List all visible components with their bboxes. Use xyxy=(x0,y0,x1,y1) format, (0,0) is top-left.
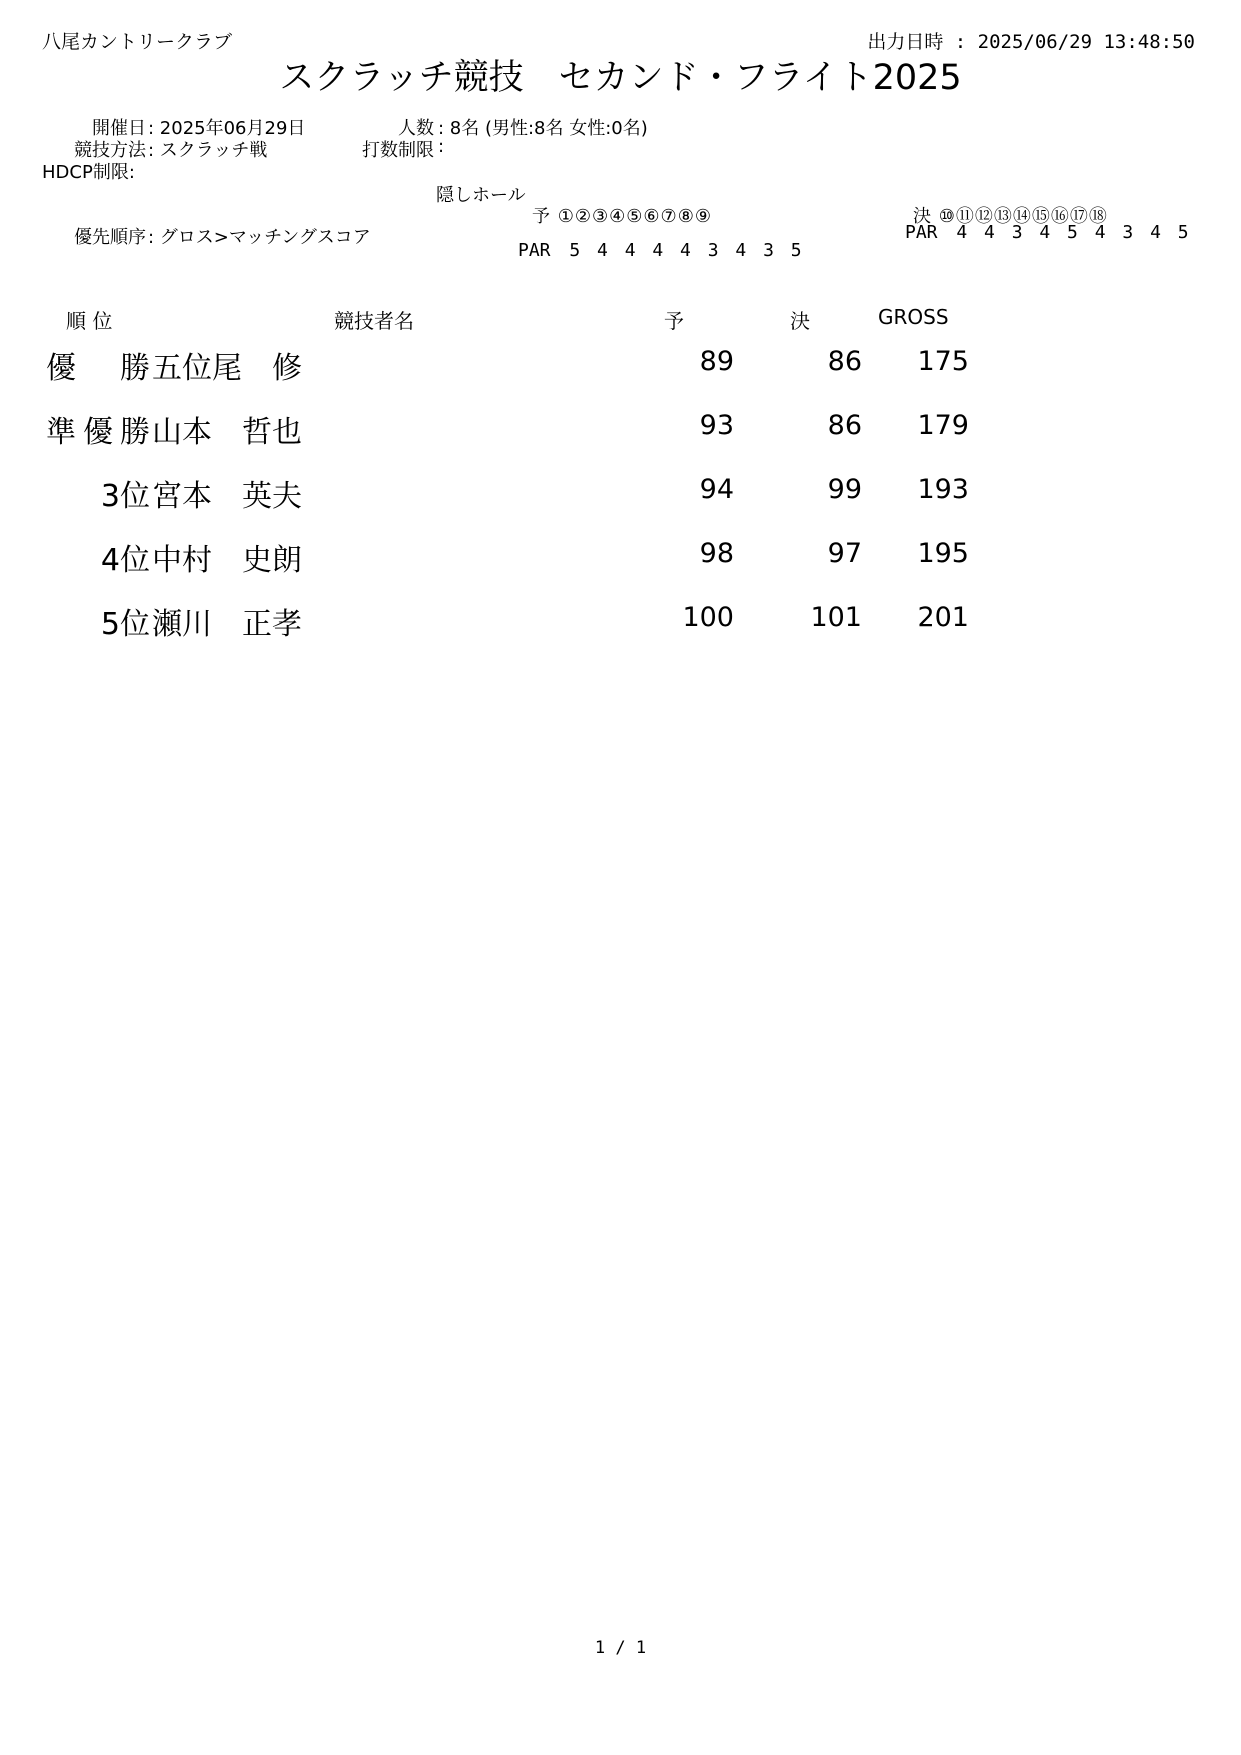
method-value: スクラッチ戦 xyxy=(159,140,268,161)
front-holes-row xyxy=(532,202,712,228)
table-row xyxy=(0,471,1241,521)
back-par-row xyxy=(905,222,1192,243)
player-name: 中村 史朗 xyxy=(152,543,302,578)
gross-score: 201 xyxy=(917,602,969,633)
back-label: 決 xyxy=(913,206,932,227)
rank-cell: 4位 xyxy=(100,543,150,578)
front-score: 94 xyxy=(699,474,734,505)
col-gross: GROSS xyxy=(878,305,949,329)
date-value: 2025年06月29日 xyxy=(159,118,306,139)
date-label: 開催日 xyxy=(92,118,146,139)
count-label: 人数 xyxy=(398,118,434,139)
back-holes: ⑩⑪⑫⑬⑭⑮⑯⑰⑱ xyxy=(938,206,1108,227)
rank-cell: 3位 xyxy=(100,479,150,514)
gross-score: 175 xyxy=(917,346,969,377)
front-score: 93 xyxy=(699,410,734,441)
front-par-label: PAR xyxy=(518,240,551,261)
stroke-limit-wrap: : xyxy=(438,136,450,157)
club-name: 八尾カントリークラブ xyxy=(42,31,233,53)
front-label: 予 xyxy=(532,206,551,227)
front-score: 100 xyxy=(682,602,734,633)
front-score: 89 xyxy=(699,346,734,377)
front-par-row xyxy=(518,240,805,261)
gross-score: 193 xyxy=(917,474,969,505)
gross-score: 195 xyxy=(917,538,969,569)
col-front: 予 xyxy=(664,309,684,333)
player-name: 五位尾 修 xyxy=(152,351,302,386)
player-name: 山本 哲也 xyxy=(152,415,302,450)
table-row xyxy=(0,535,1241,585)
printed-datetime: 出力日時 : 2025/06/29 13:48:50 xyxy=(867,31,1195,53)
rank-cell: 準優勝 xyxy=(46,415,150,450)
table-row xyxy=(0,407,1241,457)
back-par: 4 4 3 4 5 4 3 4 5 xyxy=(956,222,1192,243)
priority-value: グロス>マッチングスコア xyxy=(159,227,371,248)
priority-label: 優先順序 xyxy=(74,227,146,248)
date-value-wrap: : 2025年06月29日 xyxy=(148,118,306,139)
hdcp-label: HDCP制限: xyxy=(42,162,135,183)
priority-wrap: : グロス>マッチングスコア xyxy=(148,227,371,248)
back-score: 101 xyxy=(810,602,862,633)
stroke-limit-label: 打数制限 xyxy=(362,140,434,161)
back-par-label: PAR xyxy=(905,222,938,243)
front-score: 98 xyxy=(699,538,734,569)
count-value-wrap: : 8名 (男性:8名 女性:0名) xyxy=(438,118,648,139)
back-score: 99 xyxy=(827,474,862,505)
back-score: 86 xyxy=(827,346,862,377)
player-name: 宮本 英夫 xyxy=(152,479,302,514)
back-score: 97 xyxy=(827,538,862,569)
back-score: 86 xyxy=(827,410,862,441)
count-value: 8名 (男性:8名 女性:0名) xyxy=(449,118,648,139)
player-name: 瀬川 正孝 xyxy=(152,607,302,642)
page-title: スクラッチ競技 セカンド・フライト2025 xyxy=(279,58,962,98)
gross-score: 179 xyxy=(917,410,969,441)
rank-cell: 5位 xyxy=(100,607,150,642)
col-back: 決 xyxy=(790,309,810,333)
page-number: 1 / 1 xyxy=(594,1638,647,1658)
method-label: 競技方法 xyxy=(74,140,146,161)
col-name: 競技者名 xyxy=(334,309,414,333)
table-row xyxy=(0,599,1241,649)
front-par: 5 4 4 4 4 3 4 3 5 xyxy=(569,240,805,261)
col-rank: 順 位 xyxy=(66,309,113,333)
method-value-wrap: : スクラッチ戦 xyxy=(148,140,268,161)
rank-cell: 優 勝 xyxy=(46,351,150,386)
printed-value: 2025/06/29 13:48:50 xyxy=(977,31,1195,53)
table-row xyxy=(0,343,1241,393)
printed-label: 出力日時 xyxy=(867,31,944,53)
front-holes: ①②③④⑤⑥⑦⑧⑨ xyxy=(557,206,712,227)
hidden-holes-label: 隠しホール xyxy=(436,185,526,206)
